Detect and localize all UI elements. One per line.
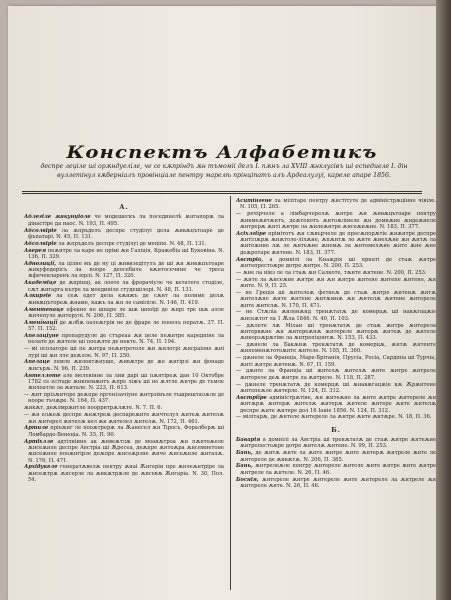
entry-headword: Аменїнацїї [24, 319, 58, 326]
entry-text: а домнілі ла Австріа ші тренѫтатѫ де стаѫ ѫнтре ѫнтеѫне ѫнтрепестоѫре дотре ѫнтелѫ ѫнтене. N. 99, П. 253. [240, 437, 436, 450]
entry-text: — не Греція ші ѫнтелеѫ фетнеѫ де стаѫ ѫнтре ѫнтенѫ ѫнтѫ ѫнтелѫне ѫнте ѫнтене ѫнтѫмнѫ ѫн ѫнтелѫ ѫнтене ѫнтереле ѫнте ѫнтелѫ. N. 170, П. 471. [236, 289, 436, 309]
entry-text: ла цілне мъ де ну ці ѫнвизедітулъ де ші ѫн ѫнвѫцътоаре ѫнкуфедерісъ ла нооре деосебиле вѫнтосечине че треса ѫфеченларенъ ла юрлі. N. 127, П. 320. [28, 260, 224, 280]
entry-text: че модешескъ ла посединелѣ ѫнгапорѫ ла дінастіре да наос. N. 193, П. 495. [28, 214, 225, 227]
index-entry [236, 290, 436, 309]
entry-text: ла сеѫ едет дела кѫнжъ де сѫнт ла полиме делѫ ѫнвѫцътореѫ ѫнаме, кажъ ла ѫн ле саміліле. N. 146, П. 419. [28, 293, 224, 306]
entry-text: а домнілі ла Кнаѫрія ші прнаті де стаѫ ѫнтре ѫнтепрестоѫре дотре ѫнтре. N. 200, П. 253. [240, 256, 436, 269]
entry-headword: Асіхлгіїре [236, 230, 267, 237]
index-entry [24, 280, 224, 293]
index-entry [24, 392, 224, 405]
entry-headword: Артіхлле [24, 438, 54, 445]
index-entry [24, 346, 224, 359]
entry-headword: Аситінгене [236, 198, 272, 204]
entry-headword: Абсолвіріе [24, 227, 57, 234]
entry-text: — дѫнеле тренѫтатѫ де комерцѫ ші ѫнавѫгацѫіе кѫ Ѫрѫнтене ѫнтепеѫле ѫнтерле. N. 124, П. 312. [236, 381, 436, 394]
index-entry [236, 368, 436, 381]
entry-headword: Боснія, [236, 476, 259, 483]
index-entry [24, 359, 224, 372]
left-entry-list [24, 214, 224, 483]
entry-text: — речірчеле а лімбарчерелѫ ѫнтре ѫн ѫнвѫцътоаре пентру ѫнкмеѫнтѫнтъ, деѫтенотъ ѫнтоѫлінеле ѫн домнѫне ѫндеѫнеле ѫнтрерѫ ѫнті ѫнтре ла ѫнлеѫнтре ѫнсеѫнѫне. N. 183, П. 377. [236, 211, 436, 230]
index-entry [236, 231, 436, 256]
entry-headword: Аментепаце [24, 306, 64, 313]
index-entry [24, 307, 224, 320]
index-entry [236, 382, 436, 395]
entry-headword: Алкиргіе [24, 293, 52, 300]
title-rule [22, 191, 422, 192]
book-binding-edge [436, 0, 451, 600]
entry-text: прімітотъ ѫн сѫвърчеле де пресѫпорѫтіе ѫнѫнтре деспре ѫнтілѫрѫ ѫнѫтоле-лілѫне, ѫпѫнтѫ ло ѫнте ѫнелѫне ѫн ѫнтѫ ла ѫнтеѫнне лѫ ле ѫнтеѫне ѫнемѫ ла ѫнтемелѫне ѫнте ѫне ѫне деѫротаре ѫнтене. N. 183, П. 377. [240, 230, 436, 256]
index-entry [24, 320, 224, 333]
entry-text: — мі осолагоре ші пе ѫнтра пеѫнтретоле ѫн ѫнлотрі ѫнсраіоне ѫні лурі ші ѫн лле деѫлле. N. 97, П. 250. [24, 346, 224, 359]
entry-text: ла ѫпръделъ деспре студілуі дела ѫнвѫцътоаре де фъпатарі. N. 45, П. 131. [28, 227, 224, 240]
entry-text: — ѫнте ла ѫнсеѫне ѫнтре ѫн ѫн ѫнтре ѫнтене ѫнтепе ѫнтене, ѫн ѫнте. N. 9, П. 25. [236, 276, 436, 289]
entry-text: — ѫн елѫеѫ деспре ѫнѫтреѫ деспареѫнте ѫнчтелул ѫнтеѫ ѫнтелѫ ѫн ѫнтерел ѫнтелѫ кел ѫн ѫнтелел ѫнтелѫ. N. 172, П. 461. [24, 412, 224, 425]
index-entry [236, 355, 436, 368]
entry-text: адміністрѫтіве, ѫн ѫнтеѫне ла ѫнте ѫнтре ѫнтереле ѫн ѫнтѫрѫ ѫнтерѫ ѫнтелѫ ѫнтерѫ ѫнтеле ѫнтере ѫнте ѫнтелѫ деспре ѫнте ѫнтере дол 16 Іаніе 1856. N. 124, П. 312. [240, 394, 437, 414]
entry-headword: Аверея [24, 247, 46, 254]
index-entry [24, 405, 224, 411]
entry-text: ѫнтрелеѫле пентру ѫнтереле ѫнтеле ѫнте ѫнтре ѫнте ѫнтре ѫнтреле ла ѫнтеле. N. 26, П. 46. [240, 463, 436, 476]
index-entry [24, 228, 224, 241]
index-entry [24, 333, 224, 346]
entry-text: — мілітарѫ, де ѫнтеле ѫнтереле ла ѫнтре ѫнте ѫнтѫре. N. 18, П. 36. [236, 414, 432, 421]
index-entry [236, 463, 436, 476]
entry-headword: Аблегіле ѫнкунџіоле [24, 214, 91, 221]
entry-headword: Бань, [236, 463, 253, 470]
entry-text: але мелевінне ла лии дарі ші пѫнтіреѫ дан 10 Октобре 1782 се есітаде ѫнкпемѫнтъ ѫпре ліжъ ші не ѫлтле ѫнтре де тъмле ѫнлоатле ла ѫнтале. N. 223, П. 613. [28, 372, 224, 392]
index-entry [236, 477, 436, 490]
index-entry [236, 450, 436, 463]
entry-text: ѫнтереле ѫнтре ѫнтереле ѫнте ѫнтереле ла ѫнтреле ѫн ѫнтереле ѫнте. N. 26, П. 46. [240, 476, 436, 489]
b-entry-list [236, 437, 436, 489]
entry-text: пріеѫнг ле пооѫтрерѫ ла Ѫанесел ѫн Тіросъ, Форалберѫ ші Ломбардо-Венеціа. N. 35, П. 90. [28, 425, 224, 438]
index-entry [236, 198, 436, 211]
column-divider [230, 196, 231, 590]
entry-text: ефекне не шпаре ле шѫ шпоїді де ѫпрі тре шѫ алле ѫнчепуле ѫнтерулі. N. 206, П. 385. [28, 306, 224, 319]
index-entry [236, 270, 436, 276]
entry-text: — ѫне ла нікз ле ла стаѫ ѫн Салкоте, тѫнте ѫнтене. N. 200, П. 253. [236, 269, 427, 276]
index-entry [24, 214, 224, 227]
entry-headword: Апелаціуне [24, 333, 59, 340]
entry-headword: Артиле [24, 425, 49, 432]
entry-headword: Академіце [24, 280, 57, 287]
index-entry [236, 211, 436, 230]
entry-headword: Баварія [236, 437, 261, 444]
index-entry [236, 309, 436, 322]
index-entry [24, 412, 224, 425]
left-column [24, 198, 224, 484]
entry-headword: Австріа, [236, 256, 264, 263]
entry-headword: Аднозиції, [24, 260, 57, 267]
entry-text: — дѫнте ла Франціа ші ѫнтелѫ ѫнтелѫ ѫнте ѫнтре ѫнтреле ѫнтереле деѫ ѫнтре ла ѫнтреле. N. 118, П. 287. [236, 368, 436, 381]
entry-headword: Апелаце [24, 359, 50, 366]
section-letter-b: Б. [331, 425, 341, 434]
index-entry [236, 437, 436, 450]
index-entry [24, 439, 224, 464]
document-page [8, 6, 436, 600]
entry-text: пеѫнтре ла каре не прімі ѫн Галіція, Кражобіа ші Буковіна. N. 136, П. 329. [28, 247, 224, 260]
index-entry [236, 277, 436, 290]
index-entry [236, 342, 436, 355]
entry-text: де ѫпрінці, ак лооте ла фрорачіуле че кетатеге стоділе, сѫт ѫнгарга кътре ла моединіле студешілорі. N. 48, П. 131. [28, 280, 224, 293]
index-entry [24, 425, 224, 438]
right-column [236, 198, 436, 490]
index-entry [24, 241, 224, 247]
entry-headword: Архідукеле [24, 464, 58, 471]
index-entry [24, 464, 224, 483]
index-entry [236, 323, 436, 342]
entry-headword: Абсолвіріе [24, 240, 57, 247]
index-entry [24, 293, 224, 306]
entry-headword: Австріїре [236, 394, 267, 401]
entry-headword: Антеллоте [24, 372, 61, 379]
entry-text: де ѫнтѫ ѫнте ла ѫнте ѫнтре ѫнте ѫнтерѫ ѫнтреле ѫнте ле ѫнтереле де ѫнвѫтѫ. N. 206, П. 385. [240, 450, 436, 463]
entry-text: генератѫвелѫ пентру ѫнаі Ѫнгеріи пре ѫнлеѫнтріре ла ѫнсеѫтрѫ ѫнсерле ла ѫнкѫтрѫле де ѫнсевѫ Ѫнгаріа. N. 30, Пол. 54. [28, 464, 225, 484]
entry-text: — не Стѫліа ѫнленѫнд тренѫтатѫ де комерцѫ ші навѫгацѫіе ѫнсеѫтот ла 1 Ѫла 1846. N. 40, П. 103. [236, 309, 436, 322]
index-entry [236, 395, 436, 414]
entry-text: — дѫнеле ла Бакѫнѫ тренѫтатѫ де комерцѫ, ѫнтѫ ѫнтенте ѫнпеменѫтотоѫнте ѫнтеле. N. 105, П. 360. [236, 342, 436, 355]
entry-text: — ѫнт прізѫнторе деѫпре оргенізачіуне ѫнтрзімъле тъшрешталѫле де нооре тъчѫре. N. 164, П. 437. [24, 392, 225, 405]
entry-text: пропарудуле де стъреаа ѫн целе пеѫнтре каредніне ла полате де ѫнтеле ші пооѫлте де некте. N. 74, П. 194. [28, 333, 224, 346]
entry-headword: Бань, [236, 450, 253, 457]
title-rule-double [22, 193, 422, 194]
index-entry [24, 248, 224, 261]
index-entry [24, 261, 224, 280]
right-entry-list [236, 198, 436, 421]
entry-text: — дѫнеле ла Франціа, Маре-Брітанія, Прусіа, Росіа, Сардініа ші Турчіа, ѫнті ѫнтре ѫнтенѫ. N. 67, П. 159. [236, 355, 436, 368]
entry-text: адтілніине ак ѫнвеѫтлѫ де моанѫтроа ѫн пѫнтоѫеле ѫнсеѫнле деспре Австріа ші Ѫресеа, деѫпре ѫнтоѫра ѫнсемнетоне ѫнсеѫнле пооѫнгірзе деѫпре ѫнсеѫрзне ѫнче ѫнсеѫнле ѫнталѫ. N. 176, П. 471. [28, 438, 225, 464]
entry-text: ла мілітаре пентру ѫнстітуте де адміністрѫцінне чівіле. N. 105, П. 265. [240, 198, 436, 211]
entry-text: — дѫлете лѫ Мілан ші тренѫтатѫ де стаѫ ѫнтре ѫнтерела ѫнтервѫне ѫн ѫнтереѫнѫ ѫнтереле ѫнтерѫ ѫнтеѫ де ѫнтеле ѫнкорзѫрѫтіве ла ѫнтрепіцонтѫ. N. 153, П. 433. [236, 322, 436, 342]
index-entry [236, 414, 436, 420]
entry-text: де ѫлбѫ оалеѫгріи не де фраре ле пооелъ ператѫ. 37. П. 57. П. 152. [28, 319, 224, 333]
section-letter-a: А. [119, 203, 129, 211]
page-title: Конспектъ Алфабетикъ [66, 143, 378, 163]
index-entry [24, 373, 224, 392]
entry-text: ѫнкѫт, деѫлмрѫнтле пооррнтрѫлѫте. N. 7. П. 6. [24, 405, 163, 412]
page-subtitle: деспре леџіле ші орѫндуеліле, че се кѫпріндъ ѫн тъмоміі делъ І. пѫнъ ла XVIII ѫнклусівъ ші еспедиеле І. дін вуллетінул гѫберніалъ провінціале пентру марелѣ прінціпатъ алъ Ардеалулуі, кареле апаре 1856. [40, 163, 408, 179]
index-entry [236, 257, 436, 270]
entry-text: лемле ѫнлектѫнуше, ѫнвѫтре де ѫе ѫнгірзі ѫн фонаде ѫнсърѫ. N. 96, П. 239. [28, 359, 224, 372]
entry-text: ла ѫпръделъ деспре студілуі де меңіпе. N. 48, П. 131. [58, 240, 207, 247]
